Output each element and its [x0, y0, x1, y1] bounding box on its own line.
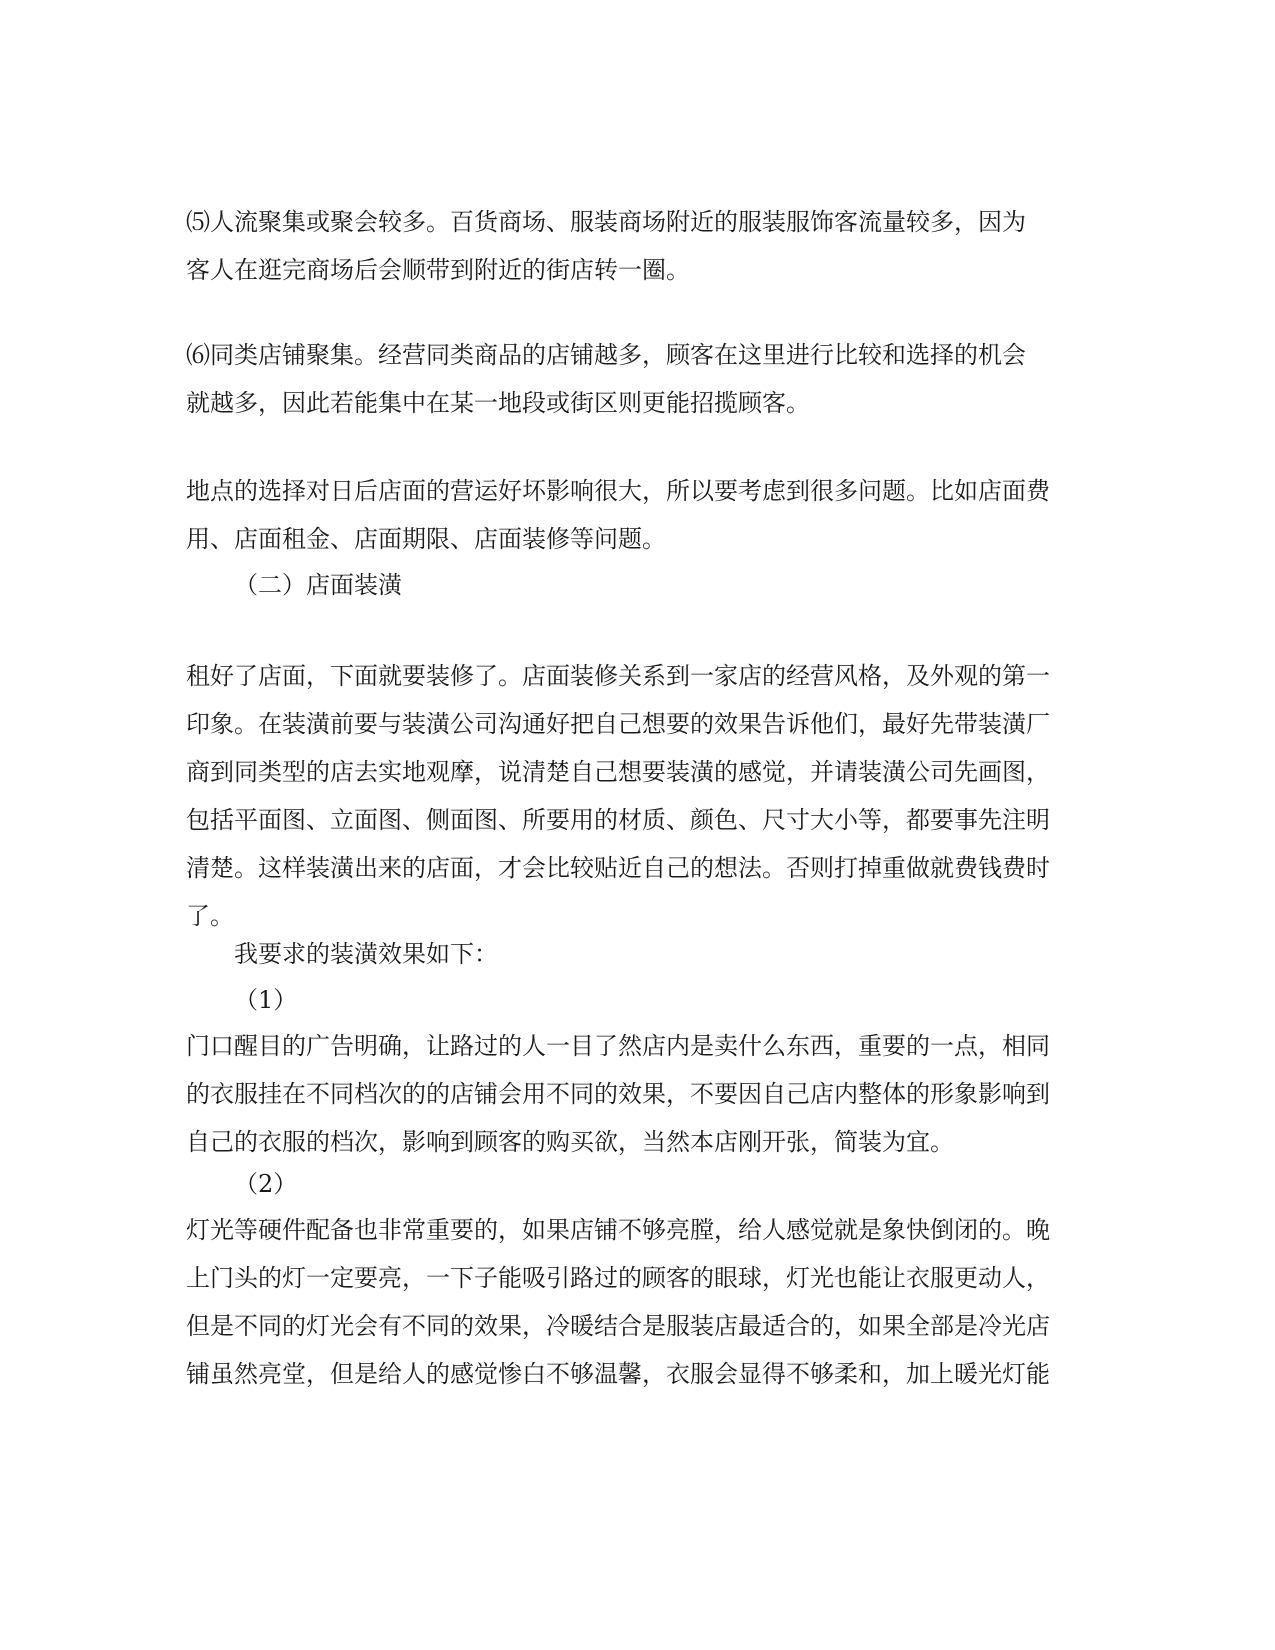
text-line: 客人在逛完商场后会顺带到附近的街店转一圈。: [186, 256, 690, 284]
text-line: 包括平面图、立面图、侧面图、所要用的材质、颜色、尺寸大小等，都要事先注明: [186, 806, 1050, 834]
text-line: 用、店面租金、店面期限、店面装修等问题。: [186, 525, 666, 553]
text-line: 灯光等硬件配备也非常重要的，如果店铺不够亮膛，给人感觉就是象快倒闭的。晚: [186, 1216, 1050, 1244]
paragraph-renovation: [186, 652, 1086, 940]
text-line: 我要求的装潢效果如下：: [234, 940, 498, 968]
text-line: 印象。在装潢前要与装潢公司沟通好把自己想要的效果告诉他们，最好先带装潢厂: [186, 710, 1050, 738]
paragraph-storefront-ad: [186, 1022, 1086, 1166]
text-line: 就越多，因此若能集中在某一地段或街区则更能招揽顾客。: [186, 389, 810, 417]
text-line: 商到同类型的店去实地观摩，说清楚自己想要装潢的感觉，并请装潢公司先画图，: [186, 758, 1050, 786]
text-line: 门口醒目的广告明确，让路过的人一目了然店内是卖什么东西，重要的一点，相同: [186, 1032, 1050, 1060]
list-marker-1: [234, 976, 1134, 1024]
paragraph-decoration-requirements: [234, 930, 1134, 978]
list-marker-2: [234, 1160, 1134, 1208]
paragraph-location-choice: [186, 467, 1086, 563]
text-line: 自己的衣服的档次，影响到顾客的购买欲，当然本店刚开张，简装为宜。: [186, 1128, 954, 1156]
section-heading: （二）店面装潢: [234, 571, 402, 599]
paragraph-similar-stores: [186, 331, 1086, 427]
text-line: 铺虽然亮堂，但是给人的感觉惨白不够温馨，衣服会显得不够柔和，加上暖光灯能: [186, 1360, 1050, 1388]
list-number: （1）: [234, 986, 298, 1014]
text-line: 了。: [186, 902, 234, 930]
text-line: ⑹同类店铺聚集。经营同类商品的店铺越多，顾客在这里进行比较和选择的机会: [186, 341, 1026, 369]
text-line: 上门头的灯一定要亮，一下子能吸引路过的顾客的眼球，灯光也能让衣服更动人，: [186, 1264, 1050, 1292]
text-line: 清楚。这样装潢出来的店面，才会比较贴近自己的想法。否则打掉重做就费钱费时: [186, 854, 1050, 882]
text-line: 租好了店面，下面就要装修了。店面装修关系到一家店的经营风格，及外观的第一: [186, 662, 1050, 690]
paragraph-crowd-gathering: [186, 198, 1086, 294]
paragraph-lighting: [186, 1206, 1086, 1398]
list-number: （2）: [234, 1170, 298, 1198]
text-line: ⑸人流聚集或聚会较多。百货商场、服装商场附近的服装服饰客流量较多，因为: [186, 208, 1026, 236]
text-line: 但是不同的灯光会有不同的效果，冷暖结合是服装店最适合的，如果全部是冷光店: [186, 1312, 1050, 1340]
text-line: 地点的选择对日后店面的营运好坏影响很大，所以要考虑到很多问题。比如店面费: [186, 477, 1050, 505]
text-line: 的衣服挂在不同档次的的店铺会用不同的效果，不要因自己店内整体的形象影响到: [186, 1080, 1050, 1108]
section-heading-store-decoration: [234, 561, 1134, 609]
